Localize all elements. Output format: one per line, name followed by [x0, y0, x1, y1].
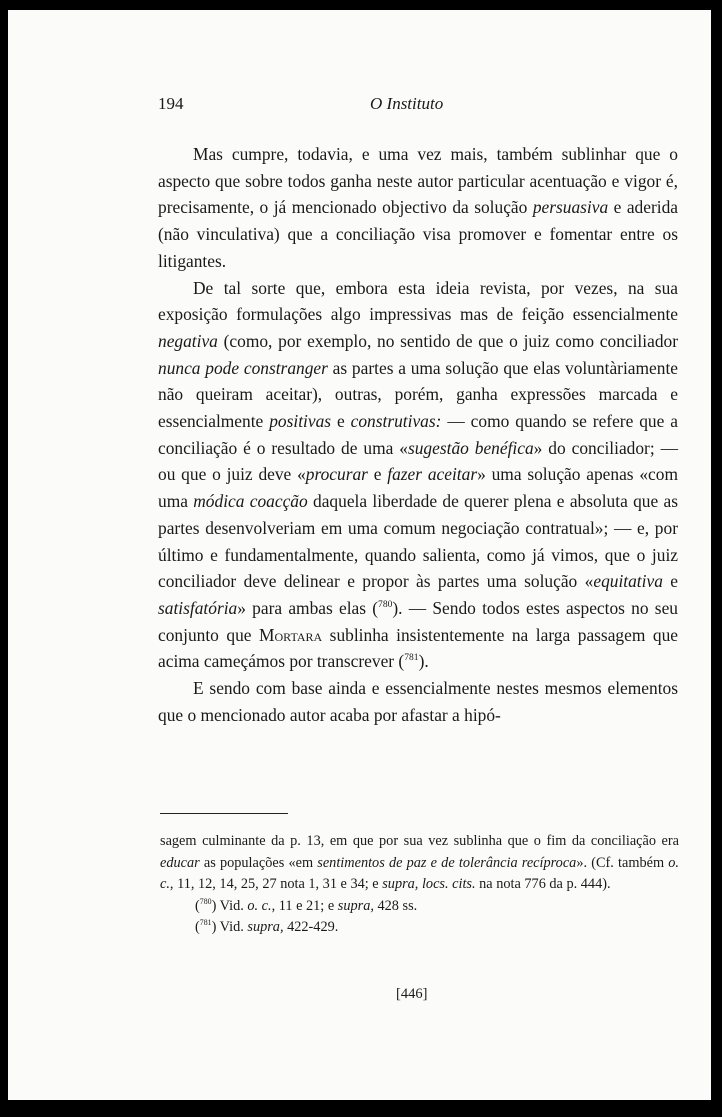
author-name: Mortara [259, 624, 323, 645]
footnote-780: ($^{780}$) Vid. o. c., 11 e 21; e supra, 428 ss. [195, 896, 418, 914]
paragraph: De tal sorte que, embora esta ideia revista, por vezes, na sua exposição formulações algo impressivas mas de feição essencialmente negativa (como, por exemplo, no sentido de que o juiz como conciliador nunca pode constranger as partes a uma solução que elas voluntàriamente não queiram aceitar), outras, porém, ganha expressões marcada e essencialmente positivas e construtivas: — como quando se refere que a conciliação é o resultado de uma «sugestão benéfica» do conciliador; — ou que o juiz deve «procurar e fazer aceitar» uma solução apenas «com uma módica coacção daquela liberdade de querer plena e absoluta que as partes desenvolveriam em uma comum negociação contratual»; — e, por último e fundamentalmente, quando salienta, como já vimos, que o juiz conciliador deve delinear e propor às partes uma solução «equitativa e satisfatória» para ambas elas ($^{780}$). — Sendo todos estes aspectos no seu conjunto que Mortara sublinha insistentemente na larga passagem que acima cameçámos por transcrever ($^{781}$). [158, 277, 678, 672]
book-page [8, 10, 711, 1100]
paragraph: Mas cumpre, todavia, e uma vez mais, também sublinhar que o aspecto que sobre todos ganha neste autor particular acentuação e vigor é, precisamente, o já mencionado objectivo da solução persuasiva e aderida (não vinculativa) que a conciliação visa promover e fomentar entre os litigantes. [158, 144, 678, 271]
running-header [158, 94, 678, 120]
paragraph: E sendo com base ainda e essencialmente nestes mesmos elementos que o mencionado autor acaba por afastar a hipó- [158, 678, 678, 725]
page-number: 194 [158, 94, 184, 113]
footnote-781: ($^{781}$) Vid. supra, 422-429. [195, 918, 339, 936]
footnote-divider [160, 813, 288, 814]
footnote-ref-781[interactable]: 781 [404, 652, 419, 664]
folio-number: [446] [396, 986, 428, 1002]
main-text [158, 141, 678, 728]
running-title: O Instituto [370, 94, 444, 113]
footnote-continuation: sagem culminante da p. 13, em que por sua vez sublinha que o fim da conciliação era educar as populações «em sentimentos de paz e de tolerância recíproca». (Cf. também o. c., 11, 12, 14, 25, 27 nota 1, 31 e 34; e supra, locs. cits. na nota 776 da p. 444). [160, 833, 680, 893]
footnotes [160, 831, 679, 939]
footnote-ref-780[interactable]: 780 [378, 598, 393, 610]
